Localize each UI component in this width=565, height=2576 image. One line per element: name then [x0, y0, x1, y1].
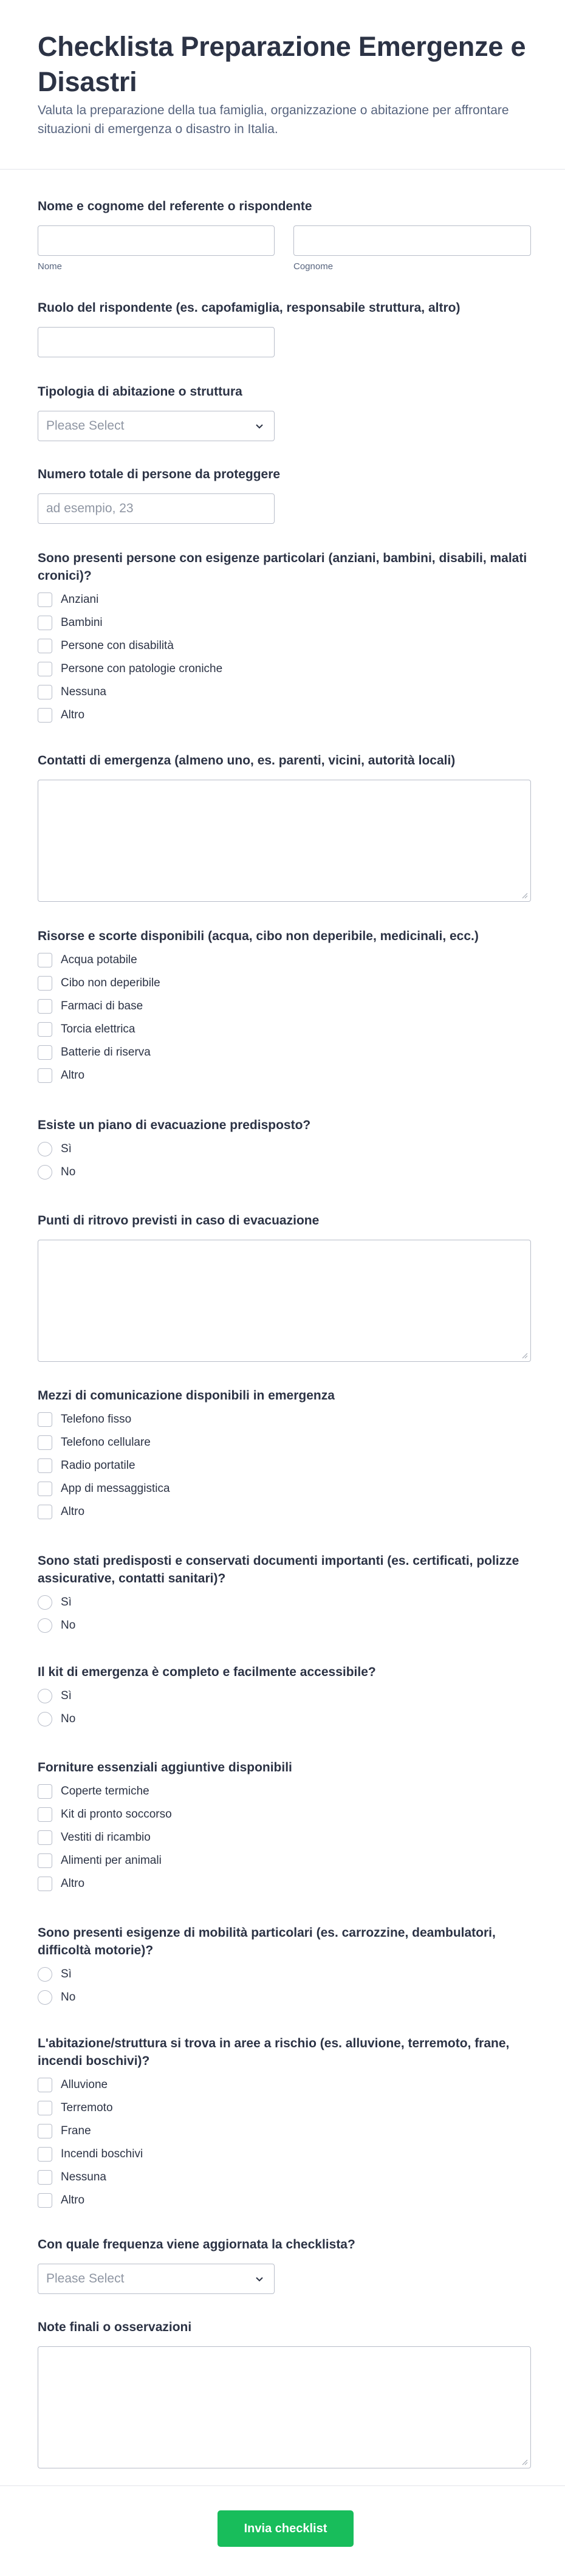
checkbox-option[interactable]: Persone con disabilità: [38, 634, 531, 658]
chevron-down-icon: [253, 420, 265, 432]
field-kit: [38, 1663, 531, 1731]
last-name-sublabel: Cognome: [293, 261, 334, 272]
checkbox-option[interactable]: Altro: [38, 2189, 531, 2212]
checkbox[interactable]: [38, 2124, 52, 2138]
radio[interactable]: [38, 1689, 52, 1703]
question-label: Tipologia di abitazione o struttura: [38, 385, 242, 399]
checkbox[interactable]: [38, 1458, 52, 1473]
radio[interactable]: [38, 1967, 52, 1982]
form-title: Checklista Preparazione Emergenze e Disastri: [38, 31, 526, 97]
checkbox[interactable]: [38, 999, 52, 1014]
checkbox-option[interactable]: Anziani: [38, 588, 531, 611]
checkbox-option[interactable]: Torcia elettrica: [38, 1018, 531, 1041]
checkbox[interactable]: [38, 1784, 52, 1799]
question-label: Ruolo del rispondente (es. capofamiglia, responsabile struttura, altro): [38, 301, 461, 315]
checkbox-option[interactable]: Persone con patologie croniche: [38, 658, 531, 681]
question-label: Contatti di emergenza (almeno uno, es. parenti, vicini, autorità locali): [38, 754, 456, 768]
checkbox[interactable]: [38, 2078, 52, 2092]
checkbox-option[interactable]: Frane: [38, 2120, 531, 2143]
checkbox[interactable]: [38, 1877, 52, 1891]
frequency-select[interactable]: [38, 2264, 275, 2294]
checkbox-option[interactable]: Nessuna: [38, 681, 531, 704]
radio[interactable]: [38, 1712, 52, 1726]
checkbox-option[interactable]: Radio portatile: [38, 1454, 531, 1477]
question-label: L'abitazione/struttura si trova in aree a rischio (es. alluvione, terremoto, frane, incendi boschivi)?: [38, 2036, 510, 2068]
resize-grip-icon[interactable]: [521, 891, 528, 899]
radio-option[interactable]: No: [38, 1161, 531, 1184]
checkbox[interactable]: [38, 1068, 52, 1083]
checkbox-option[interactable]: Incendi boschivi: [38, 2143, 531, 2166]
form-header: [0, 0, 565, 170]
checkbox[interactable]: [38, 685, 52, 699]
radio-option[interactable]: No: [38, 1986, 531, 2009]
select-value: Please Select: [46, 419, 125, 433]
checkbox[interactable]: [38, 1853, 52, 1868]
checkbox[interactable]: [38, 1412, 52, 1427]
question-label: Forniture essenziali aggiuntive disponibili: [38, 1760, 292, 1774]
checkbox-option[interactable]: Altro: [38, 704, 531, 727]
submit-button[interactable]: Invia checklist: [217, 2510, 354, 2547]
checkbox[interactable]: [38, 1022, 52, 1037]
checkbox-option[interactable]: Telefono cellulare: [38, 1431, 531, 1454]
field-people: [38, 465, 531, 524]
checkbox-option[interactable]: Terremoto: [38, 2097, 531, 2120]
form-subtitle: Valuta la preparazione della tua famiglia, organizzazione o abitazione per affrontare situazioni di emergenza o disastro in Italia.: [38, 103, 509, 136]
field-role: [38, 299, 531, 357]
radio[interactable]: [38, 1142, 52, 1156]
people-placeholder: ad esempio, 23: [46, 501, 134, 515]
radio-option[interactable]: No: [38, 1708, 531, 1731]
checkbox-option[interactable]: Altro: [38, 1064, 531, 1087]
type-select[interactable]: [38, 411, 275, 441]
field-resources: [38, 927, 531, 1087]
first-name-input[interactable]: [38, 225, 275, 256]
checkbox[interactable]: [38, 662, 52, 676]
checkbox-option[interactable]: Vestiti di ricambio: [38, 1826, 531, 1849]
meeting-textarea[interactable]: [38, 1240, 531, 1362]
checkbox-option[interactable]: Alimenti per animali: [38, 1849, 531, 1872]
first-name-sublabel: Nome: [38, 261, 63, 272]
field-type: [38, 383, 531, 441]
checkbox[interactable]: [38, 1435, 52, 1450]
field-risk: [38, 2035, 531, 2212]
checkbox[interactable]: [38, 2193, 52, 2208]
checkbox[interactable]: [38, 2170, 52, 2185]
resize-grip-icon[interactable]: [521, 2458, 528, 2465]
checkbox[interactable]: [38, 1505, 52, 1519]
role-input[interactable]: [38, 327, 275, 357]
checkbox-option[interactable]: Coperte termiche: [38, 1780, 531, 1803]
checkbox[interactable]: [38, 708, 52, 723]
form-footer: [0, 2485, 565, 2576]
question-label: Esiste un piano di evacuazione predisposto?: [38, 1118, 311, 1132]
question-label: Numero totale di persone da proteggere: [38, 467, 281, 481]
field-needs: [38, 549, 531, 727]
checkbox-option[interactable]: Farmaci di base: [38, 995, 531, 1018]
radio-option[interactable]: Sì: [38, 1138, 531, 1161]
checkbox[interactable]: [38, 592, 52, 607]
checkbox[interactable]: [38, 976, 52, 991]
checkbox-option[interactable]: Nessuna: [38, 2166, 531, 2189]
field-mobility: [38, 1924, 531, 2009]
checkbox[interactable]: [38, 2147, 52, 2162]
needs-options: [38, 588, 531, 727]
checkbox-option[interactable]: App di messaggistica: [38, 1477, 531, 1500]
radio-option[interactable]: Sì: [38, 1591, 531, 1614]
question-label: Sono stati predisposti e conservati documenti importanti (es. certificati, polizze assicurative, contatti sanitari)?: [38, 1554, 519, 1585]
question-label: Mezzi di comunicazione disponibili in emergenza: [38, 1389, 335, 1403]
last-name-input[interactable]: [293, 225, 531, 256]
checkbox-option[interactable]: Altro: [38, 1872, 531, 1895]
checkbox[interactable]: [38, 2101, 52, 2115]
radio-option[interactable]: No: [38, 1614, 531, 1637]
question-label: Punti di ritrovo previsti in caso di evacuazione: [38, 1214, 320, 1228]
field-evac: [38, 1116, 531, 1184]
checkbox[interactable]: [38, 1045, 52, 1060]
select-value: Please Select: [46, 2272, 125, 2286]
checkbox-option[interactable]: Telefono fisso: [38, 1408, 531, 1431]
checkbox-option[interactable]: Alluvione: [38, 2073, 531, 2097]
field-docs: [38, 1552, 531, 1637]
radio[interactable]: [38, 1595, 52, 1610]
checkbox-option[interactable]: Kit di pronto soccorso: [38, 1803, 531, 1826]
contacts-textarea[interactable]: [38, 780, 531, 902]
checkbox[interactable]: [38, 1830, 52, 1845]
checkbox[interactable]: [38, 639, 52, 653]
question-label: Nome e cognome del referente o rispondente: [38, 199, 312, 213]
question-label: Note finali o osservazioni: [38, 2320, 192, 2334]
checkbox-option[interactable]: Altro: [38, 1500, 531, 1523]
radio[interactable]: [38, 1990, 52, 2005]
radio-option[interactable]: Sì: [38, 1685, 531, 1708]
radio[interactable]: [38, 1618, 52, 1633]
checkbox-option[interactable]: Bambini: [38, 611, 531, 634]
checkbox[interactable]: [38, 616, 52, 630]
question-label: Il kit di emergenza è completo e facilmente accessibile?: [38, 1665, 376, 1679]
radio-option[interactable]: Sì: [38, 1963, 531, 1986]
checkbox-option[interactable]: Batterie di riserva: [38, 1041, 531, 1064]
checkbox-option[interactable]: Cibo non deperibile: [38, 972, 531, 995]
question-label: Con quale frequenza viene aggiornata la checklista?: [38, 2238, 355, 2251]
checkbox[interactable]: [38, 1482, 52, 1496]
field-comms: [38, 1387, 531, 1523]
chevron-down-icon: [253, 2273, 265, 2285]
resize-grip-icon[interactable]: [521, 1352, 528, 1359]
resources-options: [38, 949, 531, 1087]
question-label: Risorse e scorte disponibili (acqua, cibo non deperibile, medicinali, ecc.): [38, 929, 479, 943]
field-frequency: [38, 2236, 531, 2294]
radio[interactable]: [38, 1165, 52, 1180]
checkbox[interactable]: [38, 1807, 52, 1822]
notes-textarea[interactable]: [38, 2346, 531, 2468]
field-name: [38, 197, 531, 272]
checkbox[interactable]: [38, 953, 52, 967]
field-meeting: [38, 1212, 531, 1362]
question-label: Sono presenti esigenze di mobilità particolari (es. carrozzine, deambulatori, difficoltà motorie)?: [38, 1926, 496, 1957]
question-label: Sono presenti persone con esigenze particolari (anziani, bambini, disabili, malati cronici)?: [38, 551, 527, 583]
field-notes: [38, 2318, 531, 2468]
field-supplies: [38, 1759, 531, 1895]
people-input[interactable]: [38, 493, 275, 524]
field-contacts: [38, 752, 531, 902]
checkbox-option[interactable]: Acqua potabile: [38, 949, 531, 972]
